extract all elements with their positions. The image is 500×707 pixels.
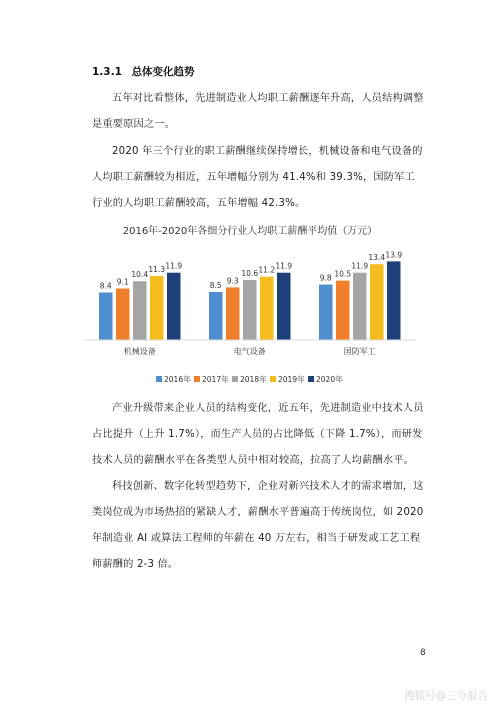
bar-3-2019年	[370, 264, 384, 340]
bar-value-label: 8.5	[209, 280, 222, 290]
bar-value-label: 9.8	[319, 273, 332, 283]
paragraph-2	[92, 139, 424, 217]
bar-2-2017年	[226, 287, 240, 340]
bar-2-2020年	[277, 273, 291, 340]
section-title: 总体变化趋势	[131, 66, 195, 78]
paragraph-4-text: 科技创新、数字化转型趋势下，企业对新兴技术人才的需求增加，这类岗位成为市场热招的紧缺人才，薪酬水平普遍高于传统岗位，如 2020 年制造业 AI 或算法工程师的年薪在 40 万左右，相当于研发或工艺工程师薪酬的 2-3 倍。	[92, 481, 424, 570]
bar-1-2017年	[116, 289, 130, 340]
legend-swatch	[156, 376, 162, 382]
category-label: 机械设备	[123, 347, 156, 356]
bar-3-2020年	[387, 261, 401, 340]
section-heading	[92, 64, 195, 79]
legend-swatch	[308, 376, 314, 382]
bar-value-label: 8.4	[99, 281, 112, 291]
bar-2-2019年	[260, 277, 274, 340]
bar-value-label: 11.3	[148, 265, 166, 275]
paragraph-3	[92, 396, 424, 474]
chart-title: 2016年-2020年各细分行业人均职工薪酬平均值（万元）	[122, 226, 378, 237]
bar-1-2019年	[150, 276, 164, 340]
legend-label: 2018年	[240, 375, 267, 384]
bar-1-2018年	[133, 281, 147, 340]
bar-value-label: 9.3	[226, 276, 239, 286]
section-number: 1.3.1	[92, 66, 122, 78]
paragraph-1	[92, 86, 424, 138]
bar-3-2016年	[319, 285, 333, 340]
bar-value-label: 13.9	[385, 250, 403, 260]
legend-swatch	[194, 376, 200, 382]
bar-3-2018年	[353, 273, 367, 340]
bar-value-label: 9.1	[116, 277, 129, 287]
bar-value-label: 10.4	[131, 270, 149, 280]
bar-value-label: 10.6	[241, 269, 259, 279]
legend-swatch	[232, 376, 238, 382]
page-number: 8	[420, 648, 426, 658]
legend-swatch	[270, 376, 276, 382]
paragraph-4	[92, 474, 424, 578]
bar-value-label: 11.9	[275, 261, 293, 271]
watermark: 搜狐号@三分报告	[404, 690, 488, 702]
paragraph-2-text: 2020 年三个行业的职工薪酬继续保持增长，机械设备和电气设备的人均职工薪酬较为相近，五年增幅分别为 41.4%和 39.3%，国防军工行业的人均职工薪酬较高，五年增幅 42.3%。	[92, 146, 423, 209]
bar-2-2016年	[209, 292, 223, 340]
paragraph-1-text: 五年对比看整体，先进制造业人均职工薪酬逐年升高，人员结构调整是重要原因之一。	[92, 93, 424, 130]
bar-2-2018年	[243, 280, 257, 340]
bar-1-2020年	[167, 273, 181, 340]
legend-label: 2020年	[316, 375, 343, 384]
bar-value-label: 11.2	[258, 265, 276, 275]
bar-value-label: 10.5	[334, 269, 352, 279]
legend-label: 2019年	[278, 375, 305, 384]
bar-value-label: 11.9	[165, 261, 183, 271]
category-label: 电气设备	[233, 347, 266, 356]
bar-1-2016年	[99, 292, 113, 340]
legend-label: 2016年	[164, 375, 191, 384]
bar-value-label: 13.4	[368, 253, 386, 263]
bar-value-label: 11.9	[351, 261, 369, 271]
legend-label: 2017年	[202, 375, 229, 384]
salary-bar-chart	[80, 240, 420, 390]
bar-3-2017年	[336, 281, 350, 340]
category-label: 国防军工	[343, 347, 376, 356]
paragraph-3-text: 产业升级带来企业人员的结构变化，近五年，先进制造业中技术人员占比提升（上升 1.7%），而生产人员的占比降低（下降 1.7%），而研发技术人员的薪酬水平在各类型人员中相对较高，拉高了人均薪酬水平。	[92, 403, 424, 466]
